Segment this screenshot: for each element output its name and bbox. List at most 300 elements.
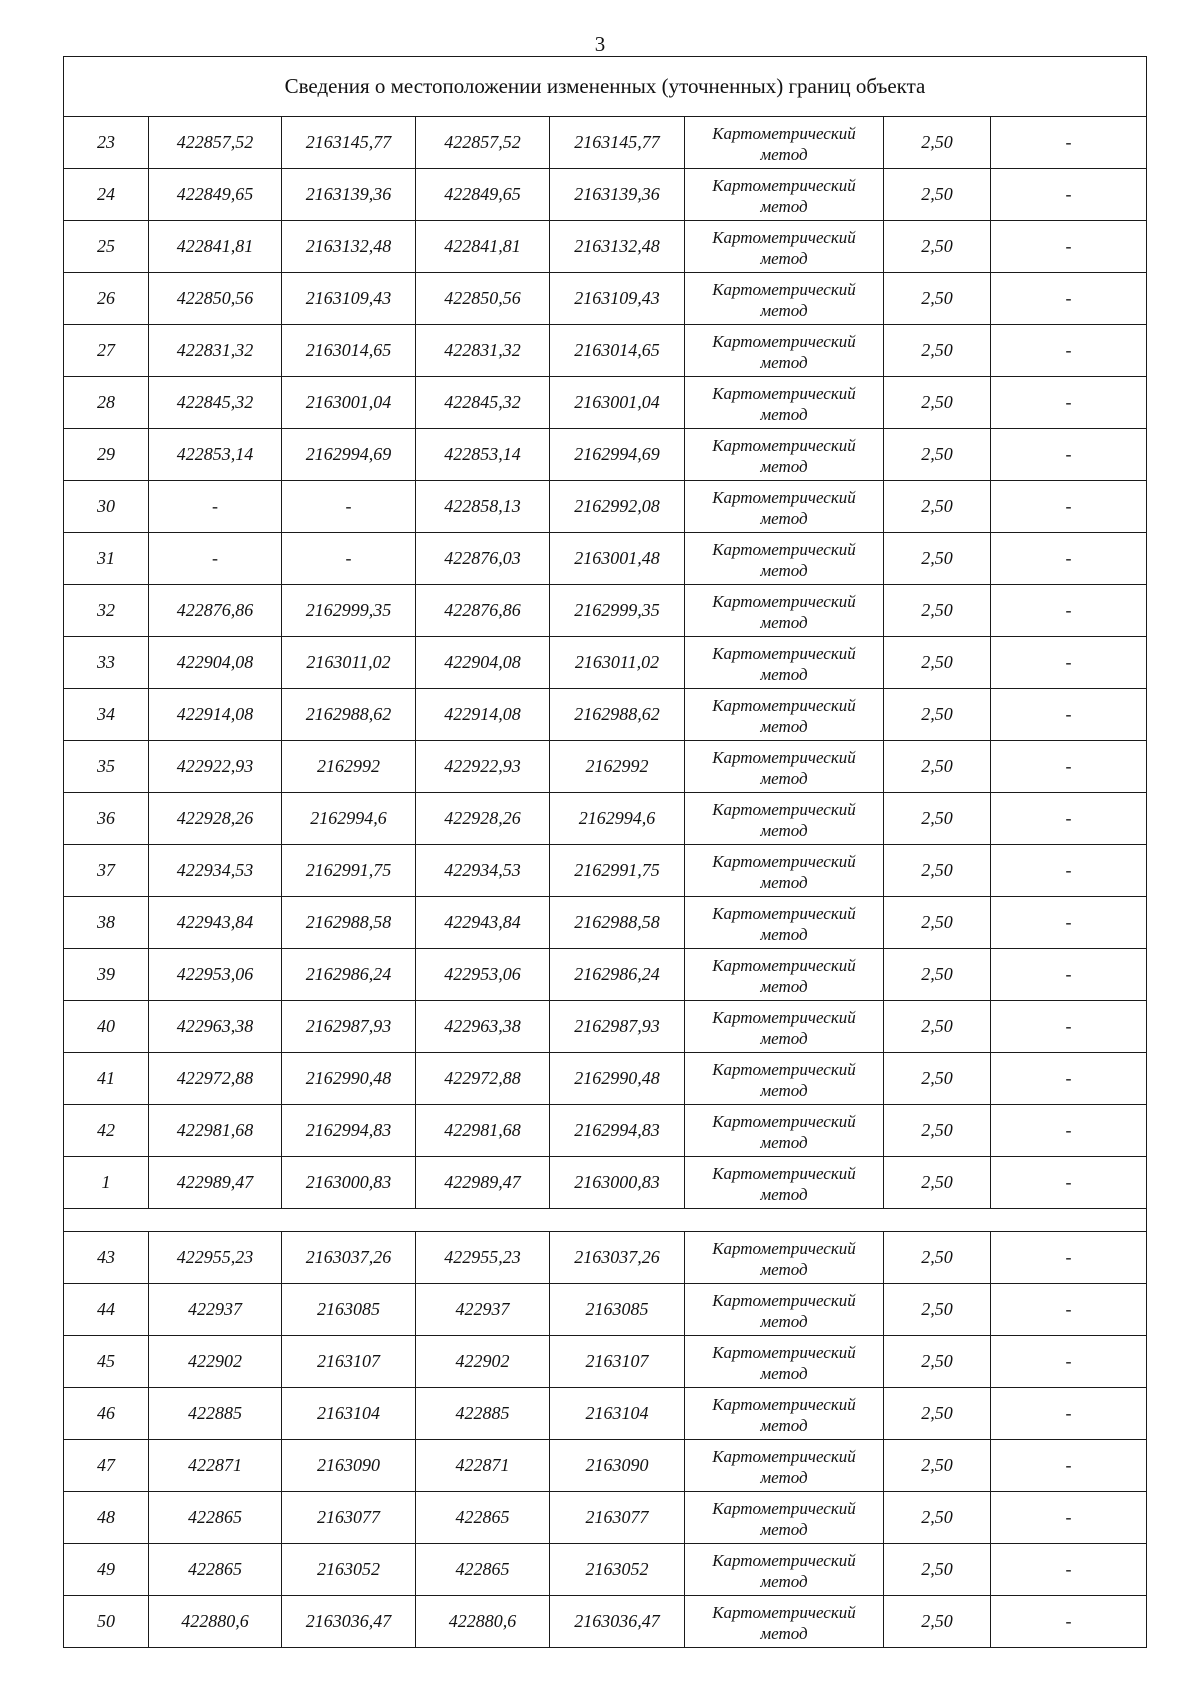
method-cell (685, 689, 884, 741)
refined-x-cell: 422914,08 (416, 689, 550, 741)
refined-y-cell: 2163036,47 (550, 1596, 685, 1648)
table-row (64, 325, 1147, 377)
table-row (64, 1105, 1147, 1157)
method-cell (685, 1492, 884, 1544)
method-cell (685, 1284, 884, 1336)
refined-x-cell: 422865 (416, 1492, 550, 1544)
method-cell (685, 221, 884, 273)
refined-y-cell: 2163014,65 (550, 325, 685, 377)
existing-y-cell: 2162986,24 (282, 949, 416, 1001)
refined-x-cell: 422853,14 (416, 429, 550, 481)
point-number-cell: 1 (64, 1157, 149, 1209)
refined-y-cell: 2163107 (550, 1336, 685, 1388)
method-line-2: метод (760, 716, 808, 736)
refined-y-cell: 2163109,43 (550, 273, 685, 325)
refined-y-cell: 2163145,77 (550, 117, 685, 169)
refined-x-cell: 422953,06 (416, 949, 550, 1001)
existing-x-cell: 422955,23 (149, 1232, 282, 1284)
existing-y-cell: 2163011,02 (282, 637, 416, 689)
existing-x-cell: 422922,93 (149, 741, 282, 793)
point-number-cell: 40 (64, 1001, 149, 1053)
note-cell: - (991, 897, 1147, 949)
refined-y-cell: 2162988,62 (550, 689, 685, 741)
method-cell (685, 1157, 884, 1209)
table-row (64, 117, 1147, 169)
point-number-cell: 34 (64, 689, 149, 741)
method-line-2: метод (760, 976, 808, 996)
refined-y-cell: 2162987,93 (550, 1001, 685, 1053)
table-row (64, 1001, 1147, 1053)
method-cell (685, 845, 884, 897)
method-line-1: Картометрический (712, 1394, 856, 1414)
method-line-1: Картометрический (712, 1111, 856, 1131)
refined-x-cell: 422831,32 (416, 325, 550, 377)
method-line-2: метод (760, 1132, 808, 1152)
point-number-cell: 25 (64, 221, 149, 273)
method-line-2: метод (760, 664, 808, 684)
table-row (64, 585, 1147, 637)
table-row (64, 169, 1147, 221)
method-line-1: Картометрический (712, 539, 856, 559)
existing-y-cell: 2163077 (282, 1492, 416, 1544)
refined-x-cell: 422972,88 (416, 1053, 550, 1105)
method-line-1: Картометрический (712, 747, 856, 767)
table-row (64, 793, 1147, 845)
refined-x-cell: 422880,6 (416, 1596, 550, 1648)
method-line-2: метод (760, 1415, 808, 1435)
note-cell: - (991, 1388, 1147, 1440)
existing-y-cell: 2163037,26 (282, 1232, 416, 1284)
refined-x-cell: 422981,68 (416, 1105, 550, 1157)
existing-x-cell: 422871 (149, 1440, 282, 1492)
refined-x-cell: 422937 (416, 1284, 550, 1336)
point-number-cell: 37 (64, 845, 149, 897)
existing-x-cell: 422845,32 (149, 377, 282, 429)
method-cell (685, 169, 884, 221)
table-row (64, 377, 1147, 429)
point-number-cell: 49 (64, 1544, 149, 1596)
existing-y-cell: 2162991,75 (282, 845, 416, 897)
existing-x-cell: 422902 (149, 1336, 282, 1388)
note-cell: - (991, 689, 1147, 741)
refined-x-cell: 422885 (416, 1388, 550, 1440)
existing-y-cell: 2163104 (282, 1388, 416, 1440)
refined-y-cell: 2163085 (550, 1284, 685, 1336)
table-row (64, 897, 1147, 949)
page-number: 3 (594, 32, 606, 56)
refined-y-cell: 2163011,02 (550, 637, 685, 689)
accuracy-cell: 2,50 (884, 1492, 991, 1544)
accuracy-cell: 2,50 (884, 689, 991, 741)
accuracy-cell: 2,50 (884, 1105, 991, 1157)
refined-x-cell: 422841,81 (416, 221, 550, 273)
existing-y-cell: 2163132,48 (282, 221, 416, 273)
refined-y-cell: 2163052 (550, 1544, 685, 1596)
refined-y-cell: 2163077 (550, 1492, 685, 1544)
method-cell (685, 793, 884, 845)
existing-y-cell: 2163090 (282, 1440, 416, 1492)
method-line-2: метод (760, 1623, 808, 1643)
table-row (64, 1492, 1147, 1544)
table-row (64, 1336, 1147, 1388)
method-line-2: метод (760, 456, 808, 476)
method-cell (685, 1336, 884, 1388)
note-cell: - (991, 1157, 1147, 1209)
table-row (64, 1157, 1147, 1209)
refined-x-cell: 422871 (416, 1440, 550, 1492)
note-cell: - (991, 741, 1147, 793)
refined-y-cell: 2162999,35 (550, 585, 685, 637)
existing-x-cell: 422850,56 (149, 273, 282, 325)
note-cell: - (991, 169, 1147, 221)
method-cell (685, 117, 884, 169)
refined-y-cell: 2162990,48 (550, 1053, 685, 1105)
existing-x-cell: 422865 (149, 1492, 282, 1544)
existing-y-cell: - (282, 533, 416, 585)
method-cell (685, 637, 884, 689)
note-cell: - (991, 1001, 1147, 1053)
refined-y-cell: 2163090 (550, 1440, 685, 1492)
method-line-2: метод (760, 612, 808, 632)
note-cell: - (991, 221, 1147, 273)
method-cell (685, 741, 884, 793)
existing-y-cell: 2162988,62 (282, 689, 416, 741)
table-row (64, 1053, 1147, 1105)
method-line-1: Картометрический (712, 331, 856, 351)
method-cell (685, 1105, 884, 1157)
note-cell: - (991, 1232, 1147, 1284)
note-cell: - (991, 845, 1147, 897)
existing-y-cell: 2163107 (282, 1336, 416, 1388)
method-line-2: метод (760, 1259, 808, 1279)
table-row (64, 949, 1147, 1001)
existing-y-cell: 2163052 (282, 1544, 416, 1596)
point-number-cell: 43 (64, 1232, 149, 1284)
method-line-2: метод (760, 352, 808, 372)
accuracy-cell: 2,50 (884, 1544, 991, 1596)
method-line-1: Картометрический (712, 227, 856, 247)
method-line-1: Картометрический (712, 435, 856, 455)
existing-y-cell: 2163109,43 (282, 273, 416, 325)
accuracy-cell: 2,50 (884, 221, 991, 273)
point-number-cell: 46 (64, 1388, 149, 1440)
existing-x-cell: 422928,26 (149, 793, 282, 845)
method-line-1: Картометрический (712, 279, 856, 299)
table-title-row (64, 57, 1147, 117)
point-number-cell: 31 (64, 533, 149, 585)
accuracy-cell: 2,50 (884, 429, 991, 481)
accuracy-cell: 2,50 (884, 1053, 991, 1105)
method-line-2: метод (760, 196, 808, 216)
method-cell (685, 1053, 884, 1105)
existing-x-cell: 422934,53 (149, 845, 282, 897)
note-cell: - (991, 1336, 1147, 1388)
refined-y-cell: 2163132,48 (550, 221, 685, 273)
existing-x-cell: 422981,68 (149, 1105, 282, 1157)
refined-x-cell: 422934,53 (416, 845, 550, 897)
existing-y-cell: 2162988,58 (282, 897, 416, 949)
method-line-1: Картометрический (712, 1602, 856, 1622)
table-row (64, 1596, 1147, 1648)
existing-x-cell: 422841,81 (149, 221, 282, 273)
accuracy-cell: 2,50 (884, 897, 991, 949)
refined-x-cell: 422902 (416, 1336, 550, 1388)
existing-x-cell: 422849,65 (149, 169, 282, 221)
accuracy-cell: 2,50 (884, 1232, 991, 1284)
accuracy-cell: 2,50 (884, 169, 991, 221)
accuracy-cell: 2,50 (884, 1001, 991, 1053)
method-line-1: Картометрический (712, 175, 856, 195)
method-line-2: метод (760, 872, 808, 892)
existing-x-cell: 422831,32 (149, 325, 282, 377)
existing-y-cell: 2163145,77 (282, 117, 416, 169)
existing-x-cell: 422857,52 (149, 117, 282, 169)
existing-x-cell: 422914,08 (149, 689, 282, 741)
note-cell: - (991, 1492, 1147, 1544)
note-cell: - (991, 1544, 1147, 1596)
existing-y-cell: 2162994,69 (282, 429, 416, 481)
table-row (64, 273, 1147, 325)
method-line-2: метод (760, 404, 808, 424)
refined-y-cell: 2162988,58 (550, 897, 685, 949)
existing-y-cell: 2163001,04 (282, 377, 416, 429)
accuracy-cell: 2,50 (884, 273, 991, 325)
existing-x-cell: 422963,38 (149, 1001, 282, 1053)
refined-x-cell: 422963,38 (416, 1001, 550, 1053)
method-cell (685, 1596, 884, 1648)
method-line-1: Картометрический (712, 1059, 856, 1079)
existing-y-cell: 2162992 (282, 741, 416, 793)
method-cell (685, 897, 884, 949)
refined-y-cell: 2162992,08 (550, 481, 685, 533)
note-cell: - (991, 377, 1147, 429)
existing-x-cell: 422937 (149, 1284, 282, 1336)
method-line-1: Картометрический (712, 1238, 856, 1258)
note-cell: - (991, 1105, 1147, 1157)
table-row (64, 533, 1147, 585)
method-line-2: метод (760, 508, 808, 528)
note-cell: - (991, 325, 1147, 377)
accuracy-cell: 2,50 (884, 741, 991, 793)
refined-x-cell: 422989,47 (416, 1157, 550, 1209)
point-number-cell: 32 (64, 585, 149, 637)
refined-x-cell: 422904,08 (416, 637, 550, 689)
existing-y-cell: 2162999,35 (282, 585, 416, 637)
method-line-1: Картометрический (712, 903, 856, 923)
refined-x-cell: 422865 (416, 1544, 550, 1596)
point-number-cell: 35 (64, 741, 149, 793)
note-cell: - (991, 949, 1147, 1001)
accuracy-cell: 2,50 (884, 1388, 991, 1440)
note-cell: - (991, 273, 1147, 325)
point-number-cell: 41 (64, 1053, 149, 1105)
table-row (64, 1440, 1147, 1492)
existing-x-cell: 422972,88 (149, 1053, 282, 1105)
method-line-2: метод (760, 924, 808, 944)
method-cell (685, 325, 884, 377)
method-line-1: Картометрический (712, 799, 856, 819)
method-cell (685, 1440, 884, 1492)
group-separator-cell (64, 1209, 1147, 1232)
refined-x-cell: 422922,93 (416, 741, 550, 793)
refined-x-cell: 422850,56 (416, 273, 550, 325)
accuracy-cell: 2,50 (884, 1440, 991, 1492)
table-row (64, 1388, 1147, 1440)
refined-y-cell: 2163000,83 (550, 1157, 685, 1209)
point-number-cell: 44 (64, 1284, 149, 1336)
refined-y-cell: 2162994,6 (550, 793, 685, 845)
note-cell: - (991, 793, 1147, 845)
point-number-cell: 24 (64, 169, 149, 221)
accuracy-cell: 2,50 (884, 1596, 991, 1648)
refined-y-cell: 2163104 (550, 1388, 685, 1440)
method-line-2: метод (760, 1080, 808, 1100)
note-cell: - (991, 1440, 1147, 1492)
method-line-1: Картометрический (712, 1446, 856, 1466)
method-cell (685, 949, 884, 1001)
accuracy-cell: 2,50 (884, 1284, 991, 1336)
table-row (64, 845, 1147, 897)
method-cell (685, 273, 884, 325)
existing-x-cell: 422953,06 (149, 949, 282, 1001)
existing-x-cell: 422865 (149, 1544, 282, 1596)
point-number-cell: 42 (64, 1105, 149, 1157)
note-cell: - (991, 533, 1147, 585)
point-number-cell: 36 (64, 793, 149, 845)
method-line-1: Картометрический (712, 487, 856, 507)
existing-y-cell: 2162990,48 (282, 1053, 416, 1105)
existing-y-cell: 2162987,93 (282, 1001, 416, 1053)
point-number-cell: 39 (64, 949, 149, 1001)
method-line-2: метод (760, 1519, 808, 1539)
existing-y-cell: - (282, 481, 416, 533)
table-title: Сведения о местоположении измененных (уточненных) границ объекта (64, 57, 1147, 117)
method-line-2: метод (760, 1184, 808, 1204)
existing-y-cell: 2163036,47 (282, 1596, 416, 1648)
existing-x-cell: 422853,14 (149, 429, 282, 481)
group-separator-row (64, 1209, 1147, 1232)
existing-x-cell: 422943,84 (149, 897, 282, 949)
refined-x-cell: 422943,84 (416, 897, 550, 949)
method-line-2: метод (760, 1363, 808, 1383)
refined-y-cell: 2163001,04 (550, 377, 685, 429)
note-cell: - (991, 1284, 1147, 1336)
table-row (64, 1232, 1147, 1284)
refined-y-cell: 2162994,69 (550, 429, 685, 481)
refined-x-cell: 422858,13 (416, 481, 550, 533)
boundary-coordinates-table (63, 56, 1147, 1648)
point-number-cell: 23 (64, 117, 149, 169)
existing-x-cell: 422880,6 (149, 1596, 282, 1648)
point-number-cell: 50 (64, 1596, 149, 1648)
existing-x-cell: - (149, 533, 282, 585)
table-row (64, 637, 1147, 689)
point-number-cell: 28 (64, 377, 149, 429)
note-cell: - (991, 637, 1147, 689)
point-number-cell: 47 (64, 1440, 149, 1492)
method-line-1: Картометрический (712, 643, 856, 663)
point-number-cell: 30 (64, 481, 149, 533)
existing-y-cell: 2163014,65 (282, 325, 416, 377)
method-line-1: Картометрический (712, 1007, 856, 1027)
note-cell: - (991, 585, 1147, 637)
method-line-1: Картометрический (712, 851, 856, 871)
method-line-2: метод (760, 768, 808, 788)
existing-y-cell: 2162994,83 (282, 1105, 416, 1157)
method-cell (685, 377, 884, 429)
refined-x-cell: 422857,52 (416, 117, 550, 169)
method-line-1: Картометрический (712, 955, 856, 975)
note-cell: - (991, 1596, 1147, 1648)
point-number-cell: 27 (64, 325, 149, 377)
refined-y-cell: 2162986,24 (550, 949, 685, 1001)
method-line-1: Картометрический (712, 383, 856, 403)
note-cell: - (991, 481, 1147, 533)
table-row (64, 1284, 1147, 1336)
point-number-cell: 38 (64, 897, 149, 949)
refined-x-cell: 422876,86 (416, 585, 550, 637)
method-line-2: метод (760, 1467, 808, 1487)
accuracy-cell: 2,50 (884, 481, 991, 533)
refined-y-cell: 2163001,48 (550, 533, 685, 585)
table-row (64, 1544, 1147, 1596)
existing-y-cell: 2162994,6 (282, 793, 416, 845)
existing-x-cell: - (149, 481, 282, 533)
point-number-cell: 33 (64, 637, 149, 689)
existing-x-cell: 422904,08 (149, 637, 282, 689)
refined-y-cell: 2162991,75 (550, 845, 685, 897)
method-cell (685, 585, 884, 637)
accuracy-cell: 2,50 (884, 377, 991, 429)
accuracy-cell: 2,50 (884, 117, 991, 169)
refined-x-cell: 422928,26 (416, 793, 550, 845)
table-row (64, 221, 1147, 273)
method-cell (685, 1388, 884, 1440)
accuracy-cell: 2,50 (884, 949, 991, 1001)
accuracy-cell: 2,50 (884, 1336, 991, 1388)
accuracy-cell: 2,50 (884, 637, 991, 689)
note-cell: - (991, 429, 1147, 481)
table-row (64, 481, 1147, 533)
method-cell (685, 429, 884, 481)
refined-x-cell: 422955,23 (416, 1232, 550, 1284)
refined-y-cell: 2162994,83 (550, 1105, 685, 1157)
method-line-1: Картометрический (712, 1498, 856, 1518)
method-line-1: Картометрический (712, 591, 856, 611)
method-line-1: Картометрический (712, 1290, 856, 1310)
accuracy-cell: 2,50 (884, 533, 991, 585)
accuracy-cell: 2,50 (884, 793, 991, 845)
existing-y-cell: 2163139,36 (282, 169, 416, 221)
method-line-1: Картометрический (712, 695, 856, 715)
table-row (64, 429, 1147, 481)
table-row (64, 689, 1147, 741)
existing-x-cell: 422885 (149, 1388, 282, 1440)
note-cell: - (991, 1053, 1147, 1105)
method-line-2: метод (760, 1571, 808, 1591)
method-line-2: метод (760, 560, 808, 580)
refined-y-cell: 2162992 (550, 741, 685, 793)
method-line-2: метод (760, 248, 808, 268)
method-cell (685, 533, 884, 585)
accuracy-cell: 2,50 (884, 325, 991, 377)
method-cell (685, 1232, 884, 1284)
method-line-2: метод (760, 144, 808, 164)
point-number-cell: 45 (64, 1336, 149, 1388)
note-cell: - (991, 117, 1147, 169)
refined-x-cell: 422876,03 (416, 533, 550, 585)
accuracy-cell: 2,50 (884, 1157, 991, 1209)
